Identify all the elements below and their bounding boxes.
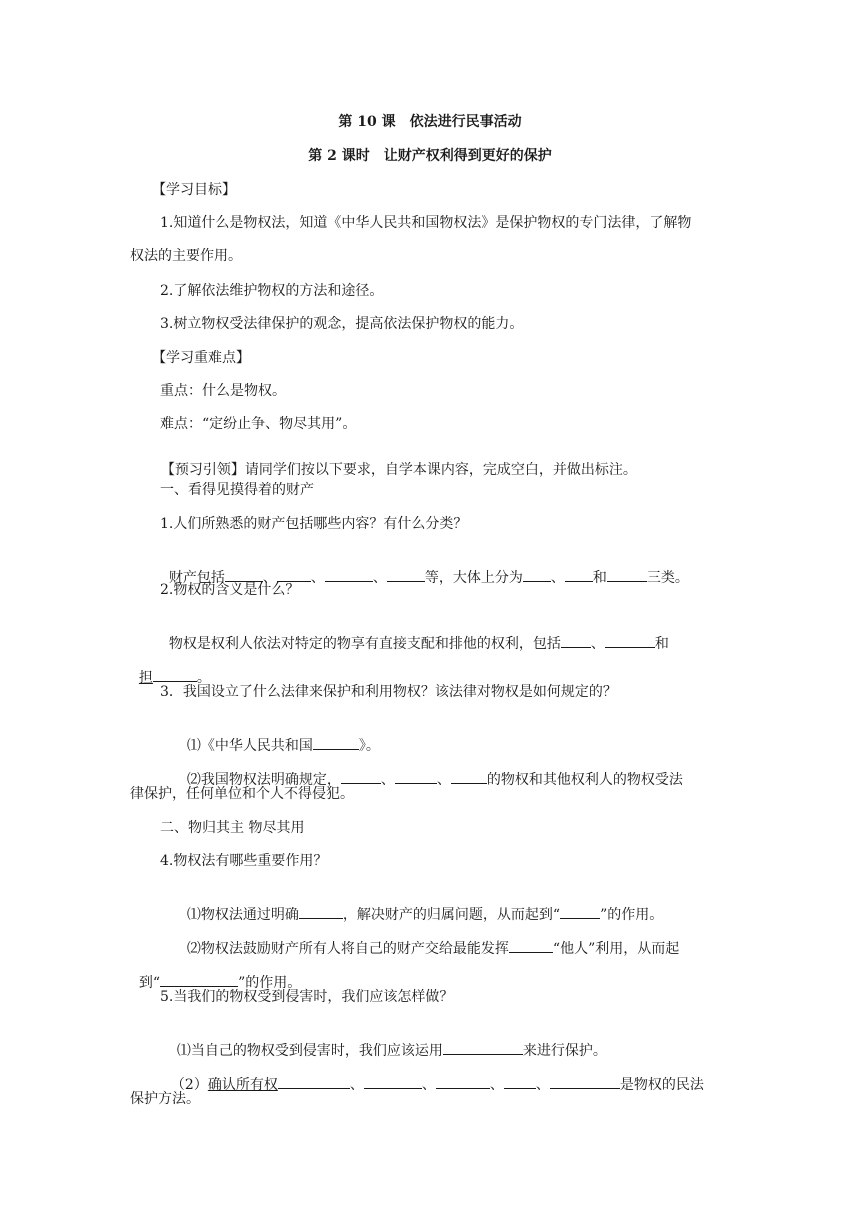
difficult-point: 难点：“定纷止争、物尽其用”。	[160, 416, 357, 432]
answer-5-1-end: 来进行保护。	[522, 1043, 607, 1059]
answer-5-2-underlined: 确认所有权	[207, 1077, 278, 1093]
answer-1-and: 和	[592, 570, 607, 586]
answer-2-line-2	[130, 649, 211, 687]
answer-3-1-end: 》。	[358, 738, 380, 754]
answer-1-middle: 等，大体上分为	[424, 570, 523, 586]
answer-3-1-prefix: ⑴《中华人民共和国	[186, 738, 313, 754]
answer-4-2-prefix: ⑵物权法鼓励财产所有人将自己的财产交给最能发挥	[186, 941, 509, 957]
answer-1-end: 三类。	[646, 570, 689, 586]
blank-field[interactable]	[523, 567, 551, 582]
blank-field[interactable]	[387, 567, 425, 582]
answer-2-line-2-prefix: 担	[138, 670, 153, 686]
answer-1-prefix: 财产包括	[168, 570, 225, 586]
preview-line	[152, 443, 637, 479]
answer-5-2-line-2: 保护方法。	[130, 1091, 200, 1107]
answer-3-2-prefix: ⑵我国物权法明确规定，	[186, 772, 341, 788]
blank-field[interactable]	[560, 904, 600, 919]
separator: 、	[421, 1077, 436, 1093]
blank-field[interactable]	[325, 567, 373, 582]
question-1: 1.人们所熟悉的财产包括哪些内容？有什么分类？	[160, 516, 468, 532]
blank-field[interactable]	[451, 769, 487, 784]
answer-5-1	[168, 1022, 607, 1060]
goal-1-line-2: 权法的主要作用。	[130, 248, 242, 264]
goal-3: 3.树立物权受法律保护的观念，提高依法保护物权的能力。	[160, 316, 524, 332]
answer-2-text: 物权是权利人依法对特定的物享有直接支配和排他的权利，包括	[168, 636, 561, 652]
question-3: 3．我国设立了什么法律来保护和利用物权？该法律对物权是如何规定的？	[160, 684, 617, 700]
blank-field[interactable]	[607, 567, 647, 582]
answer-4-1-end: ”的作用。	[600, 907, 664, 923]
answer-4-2-middle: “他人”利用，从而起	[552, 941, 680, 957]
answer-4-1	[178, 886, 663, 924]
answer-2-line-1	[160, 615, 669, 653]
answer-5-2-prefix: （2）	[170, 1077, 208, 1093]
blank-field[interactable]	[225, 567, 263, 582]
blank-field[interactable]	[277, 567, 311, 582]
goal-1-line-1: 1.知道什么是物权法，知道《中华人民共和国物权法》是保护物权的专门法律，了解物	[160, 215, 692, 231]
blank-field[interactable]	[509, 938, 553, 953]
goal-2: 2.了解依法维护物权的方法和途径。	[160, 283, 384, 299]
answer-4-2-line-2-end: ”的作用。	[238, 975, 302, 991]
question-5: 5.当我们的物权受到侵害时，我们应该怎样做？	[160, 989, 454, 1005]
separator: 、	[436, 772, 451, 788]
separator: 、	[489, 1077, 504, 1093]
answer-3-2-line-1	[178, 751, 683, 789]
blank-field[interactable]	[504, 1074, 536, 1089]
key-point: 重点：什么是物权。	[160, 383, 286, 399]
blank-field[interactable]	[313, 735, 359, 750]
lesson-subtitle: 第 2 课时 让财产权利得到更好的保护	[308, 148, 552, 164]
separator: 、	[550, 570, 565, 586]
answer-4-1-prefix: ⑴物权法通过明确	[186, 907, 299, 923]
answer-2-and: 和	[654, 636, 669, 652]
goals-heading: 【学习目标】	[152, 182, 236, 198]
answer-3-2-end: 的物权和其他权利人的物权受法	[486, 772, 683, 788]
preview-instruction: 请同学们按以下要求，自学本课内容，完成空白，并做出标注。	[244, 462, 637, 478]
blank-field[interactable]	[153, 667, 197, 682]
answer-3-1	[178, 717, 380, 755]
answer-4-2-line-2-prefix: 到“	[138, 975, 161, 991]
separator: 、	[590, 636, 605, 652]
blank-field[interactable]	[278, 1074, 350, 1089]
answer-2-line-2-end: 。	[196, 670, 211, 686]
lesson-title: 第 10 课 依法进行民事活动	[338, 114, 522, 130]
section-2-title: 二、物归其主 物尽其用	[160, 820, 305, 836]
blank-field[interactable]	[341, 769, 381, 784]
answer-3-2-line-2: 律保护，任何单位和个人不得侵犯。	[130, 786, 354, 802]
key-points-heading: 【学习重难点】	[152, 350, 250, 366]
blank-field[interactable]	[364, 1074, 422, 1089]
blank-field[interactable]	[565, 567, 593, 582]
question-4: 4.物权法有哪些重要作用？	[160, 853, 328, 869]
blank-field[interactable]	[550, 1074, 620, 1089]
blank-field[interactable]	[443, 1040, 523, 1055]
answer-5-2-end: 是物权的民法	[619, 1077, 704, 1093]
separator: 、	[262, 570, 277, 586]
separator: 、	[310, 570, 325, 586]
blank-field[interactable]	[605, 633, 655, 648]
answer-4-2-line-2	[130, 954, 301, 992]
question-2: 2.物权的含义是什么？	[160, 582, 300, 598]
answer-4-2-line-1	[178, 920, 679, 958]
separator: 、	[380, 772, 395, 788]
blank-field[interactable]	[395, 769, 437, 784]
blank-field[interactable]	[160, 972, 238, 987]
answer-5-1-prefix: ⑴当自己的物权受到侵害时，我们应该运用	[176, 1043, 443, 1059]
answer-4-1-middle: ，解决财产的归属问题，从而起到“	[342, 907, 561, 923]
blank-field[interactable]	[299, 904, 343, 919]
section-1-title: 一、看得见摸得着的财产	[160, 482, 314, 498]
separator: 、	[535, 1077, 550, 1093]
preview-heading: 【预习引领】	[160, 462, 245, 478]
separator: 、	[349, 1077, 364, 1093]
separator: 、	[372, 570, 387, 586]
answer-5-2-line-1	[162, 1056, 704, 1094]
blank-field[interactable]	[561, 633, 591, 648]
blank-field[interactable]	[436, 1074, 490, 1089]
